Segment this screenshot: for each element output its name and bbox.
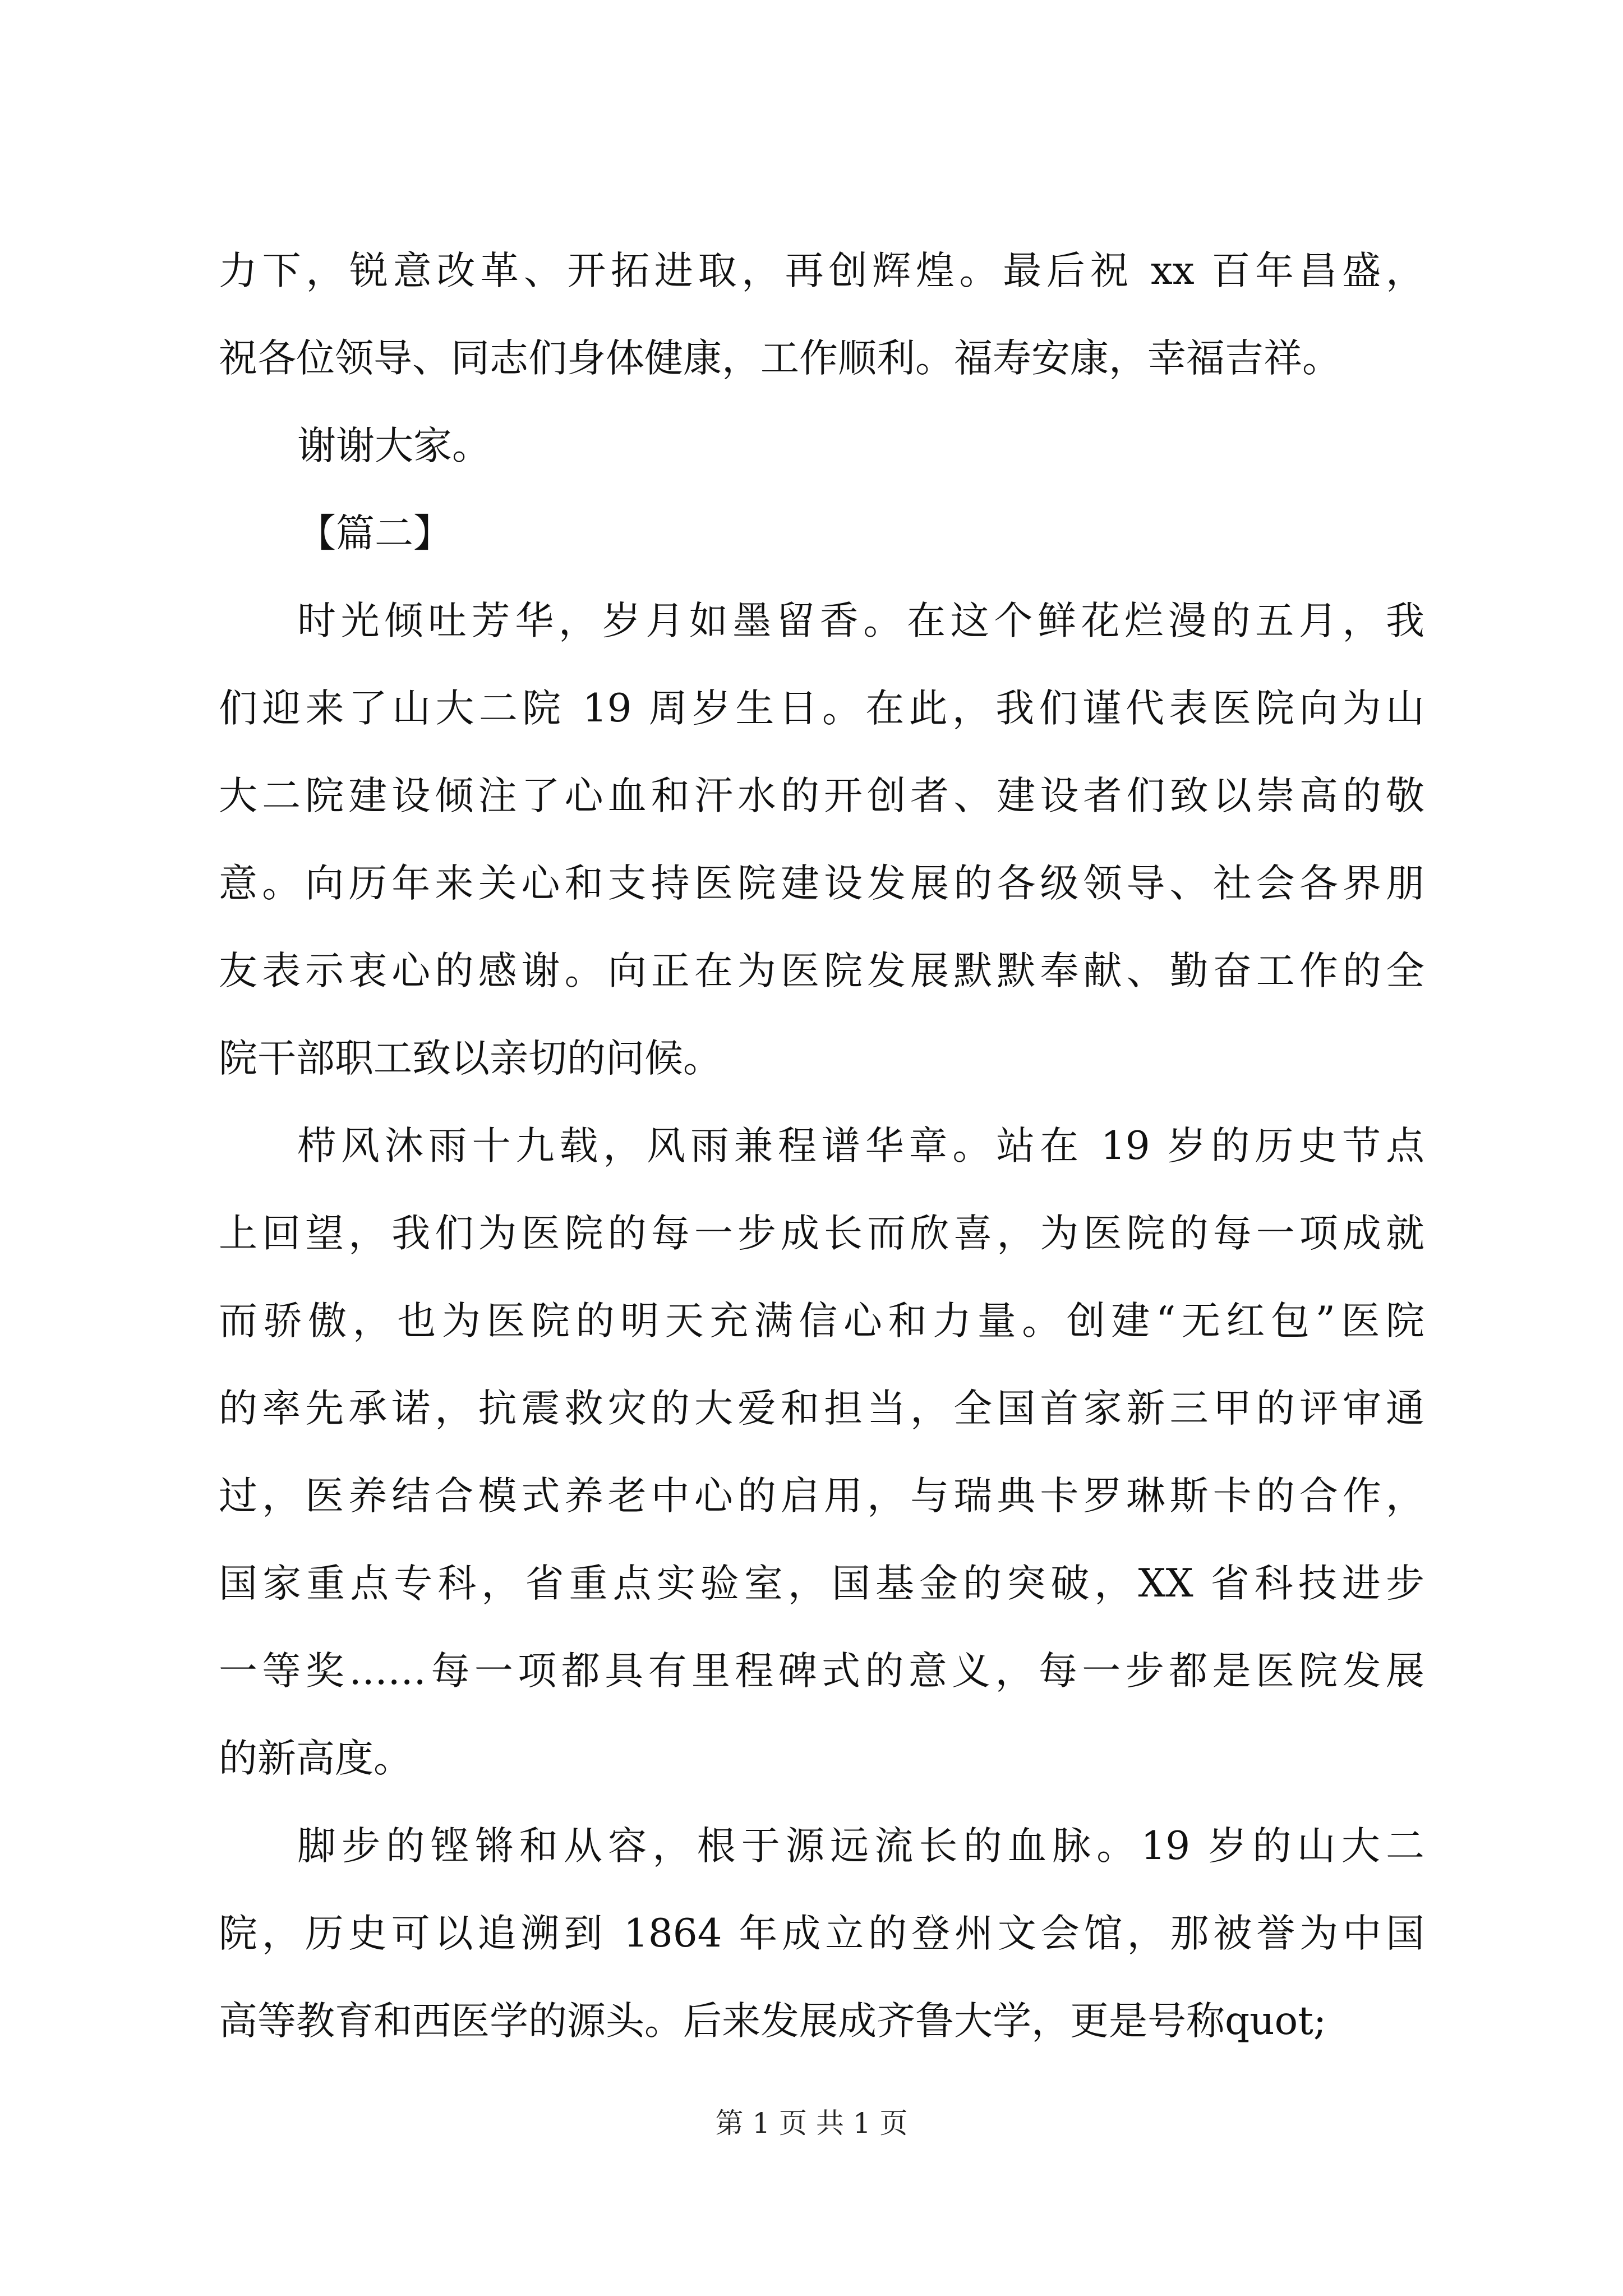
paragraph-p-2 — [219, 1102, 1424, 1802]
text-line: 友表示衷心的感谢。向正在为医院发展默默奉献、勤奋工作的全 — [219, 949, 1424, 993]
text-line: 的率先承诺，抗震救灾的大爱和担当，全国首家新三甲的评审通 — [219, 1386, 1424, 1431]
paragraph-p-1 — [219, 577, 1424, 1102]
text-line: 过，医养结合模式养老中心的启用，与瑞典卡罗琳斯卡的合作， — [219, 1474, 1424, 1519]
text-line: 高等教育和西医学的源头。后来发展成齐鲁大学，更是号称quot; — [219, 1999, 1327, 2044]
paragraph-p-thanks — [219, 402, 1424, 490]
text-line: 意。向历年来关心和支持医院建设发展的各级领导、社会各界朋 — [219, 861, 1424, 906]
text-line: 一等奖……每一项都具有里程碑式的意义，每一步都是医院发展 — [219, 1649, 1424, 1694]
text-line: 栉风沐雨十九载，风雨兼程谱华章。站在 19 岁的历史节点 — [297, 1124, 1424, 1168]
text-line: 祝各位领导、同志们身体健康，工作顺利。福寿安康，幸福吉祥。 — [219, 336, 1341, 381]
document-body — [219, 227, 1424, 2065]
paragraph-p-3 — [219, 1802, 1424, 2065]
text-line: 谢谢大家。 — [297, 424, 491, 468]
page-footer: 第 1 页 共 1 页 — [715, 2107, 908, 2139]
paragraph-p-section — [219, 490, 1424, 577]
text-line: 们迎来了山大二院 19 周岁生日。在此，我们谨代表医院向为山 — [219, 686, 1424, 731]
paragraph-p-continued — [219, 227, 1424, 402]
text-line: 【篇二】 — [297, 511, 452, 556]
text-line: 上回望，我们为医院的每一步成长而欣喜，为医院的每一项成就 — [219, 1211, 1424, 1256]
text-line: 脚步的铿锵和从容，根于源远流长的血脉。19 岁的山大二 — [297, 1824, 1424, 1869]
text-line: 大二院建设倾注了心血和汗水的开创者、建设者们致以崇高的敬 — [219, 774, 1424, 818]
text-line: 国家重点专科，省重点实验室，国基金的突破，XX 省科技进步 — [219, 1561, 1424, 1606]
text-line: 院，历史可以追溯到 1864 年成立的登州文会馆，那被誉为中国 — [219, 1911, 1424, 1956]
text-line: 而骄傲，也为医院的明天充满信心和力量。创建“无红包”医院 — [219, 1299, 1424, 1343]
text-line: 力下，锐意改革、开拓进取，再创辉煌。最后祝 xx 百年昌盛， — [219, 249, 1424, 293]
text-line: 时光倾吐芳华，岁月如墨留香。在这个鲜花烂漫的五月，我 — [297, 599, 1424, 643]
text-line: 的新高度。 — [219, 1736, 412, 1781]
text-line: 院干部职工致以亲切的问候。 — [219, 1036, 722, 1081]
